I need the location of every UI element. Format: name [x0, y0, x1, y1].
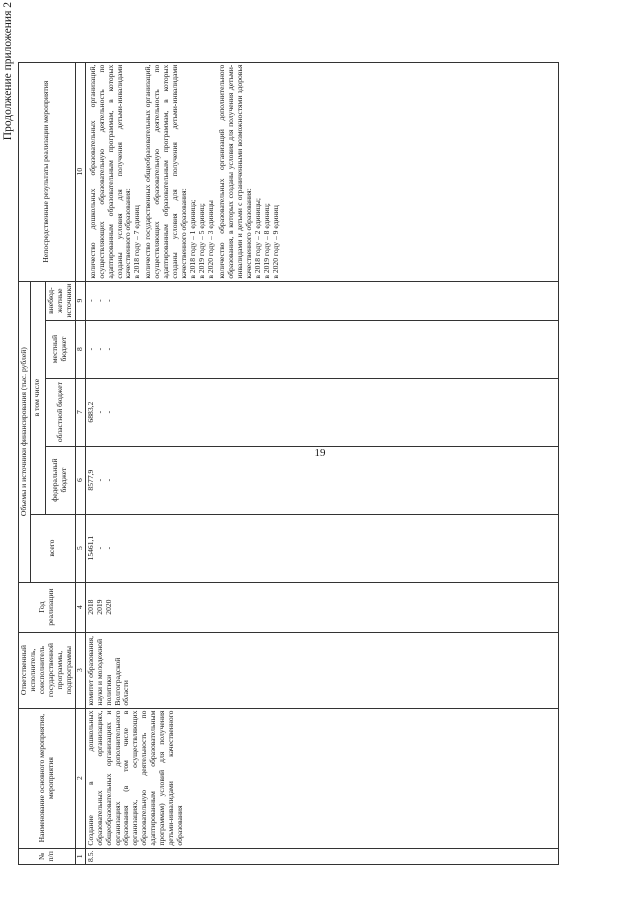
- header-name: Наименование основного мероприятия, мероприятия: [19, 708, 76, 848]
- result-year: в 2020 году – 3 единицы: [206, 200, 216, 279]
- column-number: 8: [75, 320, 85, 378]
- total-value: -: [94, 546, 104, 550]
- row-federal: [85, 446, 558, 514]
- row-number: 8.5.: [85, 848, 558, 864]
- header-total: всего: [30, 514, 75, 582]
- header-local: местный бюджет: [45, 320, 75, 378]
- total-value: -: [103, 546, 113, 550]
- regional-value: 6883,2: [85, 401, 95, 423]
- extrabudget-value: -: [85, 299, 95, 302]
- row-activity-name: Создание в дошкольных образовательных организациях, общеобразовательных организациях и организациях дополнительного образования (в том числе в организациях, осуществляющих образовательную деятельность по адаптированным образовательным программам) условий для получения детьми-инвалидами качественного образования: [85, 708, 558, 848]
- row-local: [85, 320, 558, 378]
- result-preschool: количество дошкольных образовательных организаций, осуществляющих образовательную деятельность по адаптированным образовательным программам, в которых созданы условия для получения детьми-инвалидами качественного образования:: [87, 64, 133, 279]
- year-value: 2018: [85, 599, 95, 615]
- row-years: [85, 582, 558, 632]
- column-number: 10: [75, 62, 85, 281]
- column-number: 4: [75, 582, 85, 632]
- column-number: 6: [75, 446, 85, 514]
- federal-value: 8577,9: [85, 469, 95, 491]
- header-executor: Ответственный исполнитель, соисполнитель государственной программы, подпрограммы: [19, 632, 76, 708]
- continuation-title: Продолжение приложения 2: [2, 2, 14, 141]
- column-number-row: [75, 62, 85, 864]
- column-number: 9: [75, 281, 85, 320]
- federal-value: -: [103, 478, 113, 482]
- regional-value: -: [94, 410, 104, 414]
- header-extrabudget: внебюд-жетные источники: [45, 281, 75, 320]
- row-regional: [85, 378, 558, 446]
- column-number: 2: [75, 708, 85, 848]
- result-year: в 2019 году – 5 единиц;: [197, 203, 207, 279]
- extrabudget-value: -: [103, 299, 113, 302]
- program-table: [18, 62, 559, 865]
- year-value: 2020: [103, 599, 113, 615]
- column-number: 5: [75, 514, 85, 582]
- year-value: 2019: [94, 599, 104, 615]
- result-year: в 2020 году – 9 единиц: [270, 205, 280, 279]
- table-row: [85, 62, 558, 864]
- row-executor: комитет образования, науки и молодежной политики Волгоградской области: [85, 632, 558, 708]
- header-year: Год реализации: [19, 582, 76, 632]
- column-number: 1: [75, 848, 85, 864]
- result-year: в 2018 году – 2 единицы;: [252, 198, 262, 279]
- federal-value: -: [94, 478, 104, 482]
- result-year: в 2018 году – 1 единица;: [188, 199, 198, 279]
- extrabudget-value: -: [94, 299, 104, 302]
- header-funding: Объемы и источники финансирования (тыс. рублей): [19, 281, 31, 582]
- result-general: количество государственных общеобразовательных организаций, осуществляющих образовательную деятельность по адаптированным образовательным программам, в которых созданы условия для получения детьми-инвалидами качественного образования:: [143, 64, 189, 279]
- header-including: в том числе: [30, 281, 45, 514]
- local-value: -: [85, 347, 95, 351]
- result-additional: количество образовательных организаций дополнительного образования, в которых созданы условия для получения детьми-инвалидами и детьми с ограниченными возможностями здоровья качественного образования:: [217, 64, 253, 279]
- page-number: 19: [314, 447, 326, 459]
- header-results: Непосредственные результаты реализации мероприятия: [19, 62, 76, 281]
- row-total: [85, 514, 558, 582]
- column-number: 3: [75, 632, 85, 708]
- total-value: 15461,1: [85, 535, 95, 561]
- result-year: в 2018 году – 7 единиц: [132, 205, 142, 279]
- row-extrabudget: [85, 281, 558, 320]
- regional-value: -: [103, 410, 113, 414]
- header-number: № п/п: [19, 848, 76, 864]
- local-value: -: [103, 347, 113, 351]
- local-value: -: [94, 347, 104, 351]
- row-results: [85, 62, 558, 281]
- header-federal: федеральный бюджет: [45, 446, 75, 514]
- column-number: 7: [75, 378, 85, 446]
- result-year: в 2019 году – 8 единиц;: [261, 203, 271, 279]
- header-regional: областной бюджет: [45, 378, 75, 446]
